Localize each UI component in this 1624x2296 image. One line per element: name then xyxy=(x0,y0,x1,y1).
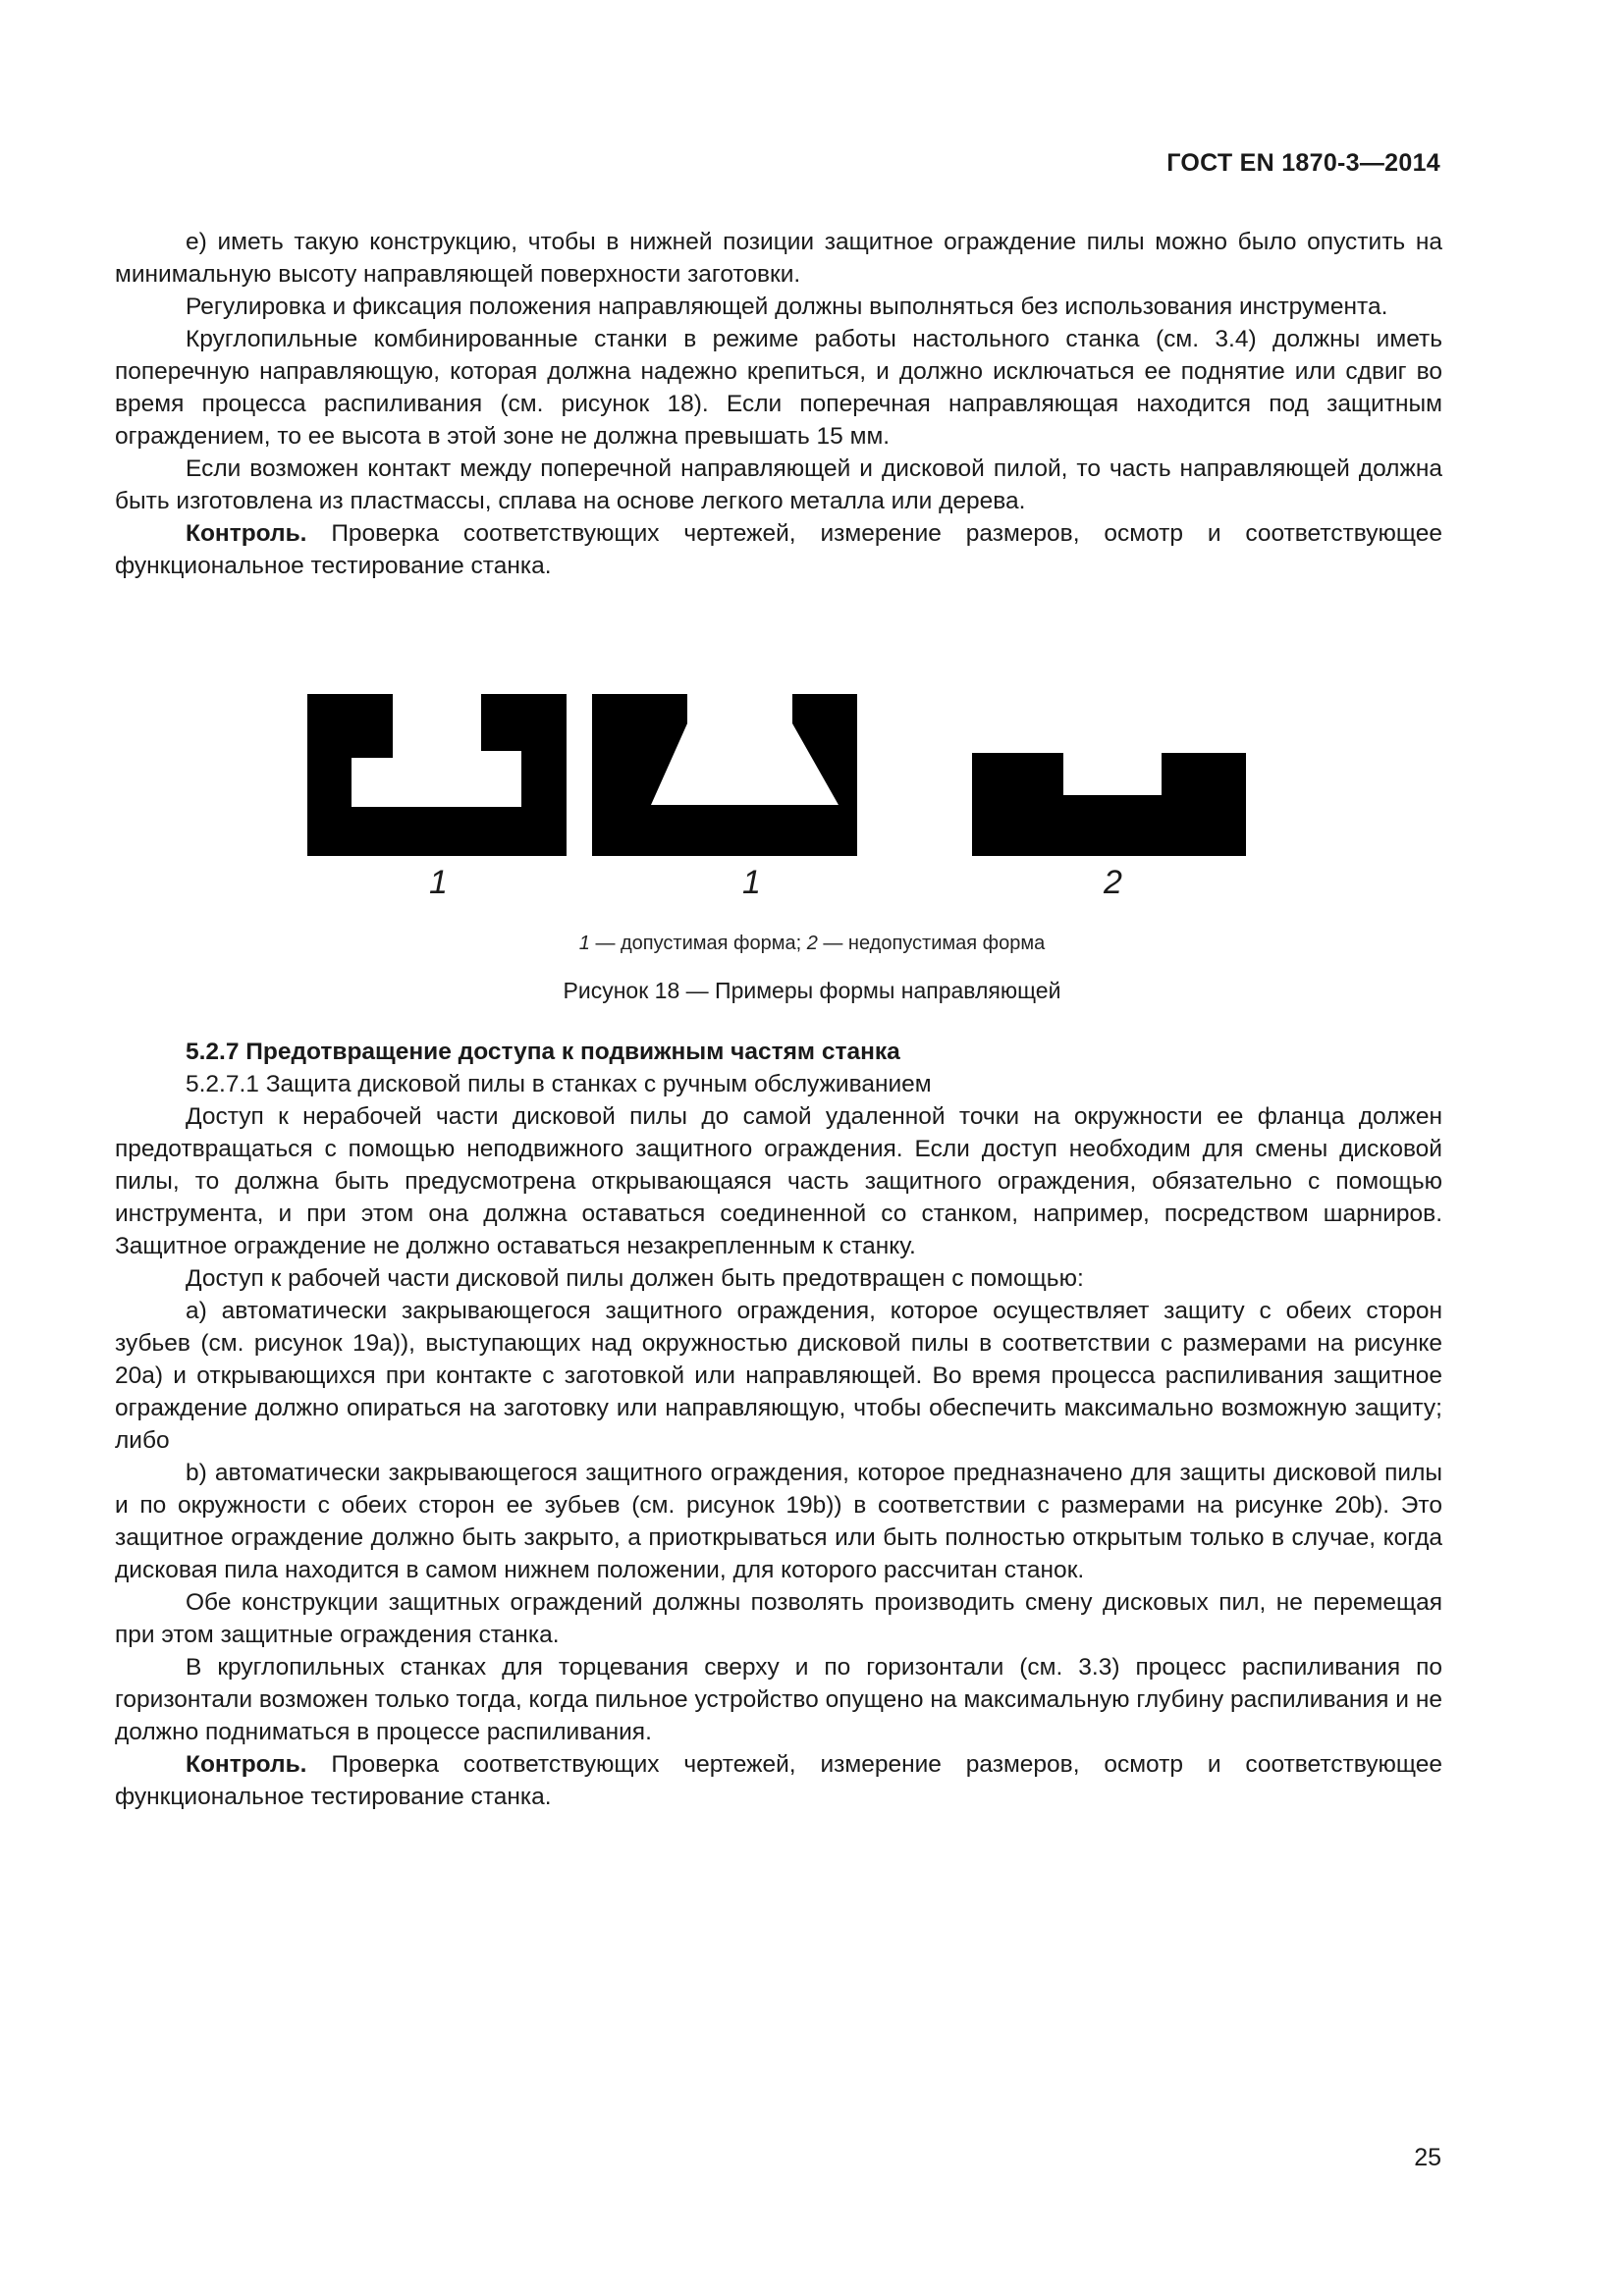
fence-shape-permissible-hook xyxy=(307,694,567,856)
legend-key-1: 1 xyxy=(578,933,590,954)
paragraph-item-b: b) автоматически закрывающегося защитного ограждения, которое предназначено для защиты дисковой пилы и по окружности с обеих сторон ее зубьев (см. рисунок 19b)) в соответствии с размерами на рисунке 20b). Это защитное ограждение должно быть закрыто, а приоткрываться или быть полностью открытым только в случае, когда дисковая пила находится в самом нижнем положении, для которого рассчитан станок. xyxy=(115,1460,1442,1583)
section-subheading: 5.2.7.1 Защита дисковой пилы в станках с ручным обслуживанием xyxy=(186,1071,932,1097)
fence-shapes-drawing xyxy=(0,687,1624,942)
control-text: Проверка соответствующих чертежей, измерение размеров, осмотр и соответствующее функциональное тестирование станка. xyxy=(115,520,1442,579)
paragraph-nonworking-part: Доступ к нерабочей части дисковой пилы до самой удаленной точки на окружности ее фланца должен предотвращаться с помощью неподвижного защитного ограждения. Если доступ необходим для смены дисковой пилы, то должна быть предусмотрена открывающаяся часть защитного ограждения, обязательно с помощью инструмента, и при этом она должна оставаться соединенной со станком, например, посредством шарниров. Защитное ограждение не должно оставаться незакрепленным к станку. xyxy=(115,1103,1442,1259)
legend-desc-1: — допустимая форма; xyxy=(589,933,807,954)
figure-legend xyxy=(0,933,1624,955)
control-label: Контроль. xyxy=(186,520,307,547)
figure-caption: Рисунок 18 — Примеры формы направляющей xyxy=(563,978,1061,1003)
figure-18 xyxy=(0,687,1624,1021)
page-number: 25 xyxy=(1414,2144,1441,2171)
standard-code-header: ГОСТ EN 1870-3—2014 xyxy=(1166,149,1440,177)
paragraph-fence-material: Если возможен контакт между поперечной направляющей и дисковой пилой, то часть направляющей должна быть изготовлена из пластмассы, сплава на основе легкого металла или дерева. xyxy=(115,455,1442,514)
paragraph-item-a: а) автоматически закрывающегося защитного ограждения, которое осуществляет защиту с обеих сторон зубьев (см. рисунок 19а)), выступающих над окружностью дисковой пилы в соответствии с размерами на рисунке 20а) и открывающихся при контакте с заготовкой или направляющей. Во время процесса распиливания защитное ограждение должно опираться на заготовку или направляющую, чтобы обеспечить максимально возможную защиту; либо xyxy=(115,1298,1442,1454)
paragraph-adjustment: Регулировка и фиксация положения направляющей должны выполняться без использования инструмента. xyxy=(186,294,1388,320)
paragraph-crosscut-fence: Круглопильные комбинированные станки в режиме работы настольного станка (см. 3.4) должны иметь поперечную направляющую, которая должна надежно крепиться, и должно исключаться ее поднятие или сдвиг во время процесса распиливания (см. рисунок 18). Если поперечная направляющая находится под защитным ограждением, то ее высота в этой зоне не должна превышать 15 мм. xyxy=(115,326,1442,450)
shape-label-1b: 1 xyxy=(742,864,761,901)
legend-key-2: 2 xyxy=(806,933,818,954)
fence-shape-impermissible xyxy=(972,753,1246,856)
paragraph-both-designs: Обе конструкции защитных ограждений должны позволять производить смену дисковых пил, не перемещая при этом защитные ограждения станка. xyxy=(115,1589,1442,1648)
section-5-2-7-block xyxy=(115,1036,1442,1813)
control-paragraph xyxy=(115,517,1442,582)
intro-text-block xyxy=(115,226,1442,582)
shape-label-2: 2 xyxy=(1104,864,1122,901)
paragraph-item-e: е) иметь такую конструкцию, чтобы в нижней позиции защитное ограждение пилы можно было опустить на минимальную высоту направляющей поверхности заготовки. xyxy=(115,229,1442,288)
legend-desc-2: — недопустимая форма xyxy=(817,933,1046,954)
section-heading: 5.2.7 Предотвращение доступа к подвижным частям станка xyxy=(186,1039,900,1065)
control-label-2: Контроль. xyxy=(186,1751,307,1778)
fence-shape-permissible-dovetail xyxy=(592,694,857,856)
control-paragraph-2 xyxy=(115,1748,1442,1813)
paragraph-working-part: Доступ к рабочей части дисковой пилы должен быть предотвращен с помощью: xyxy=(186,1265,1084,1292)
paragraph-crosscut-saws: В круглопильных станках для торцевания сверху и по горизонтали (см. 3.3) процесс распиливания по горизонтали возможен только тогда, когда пильное устройство опущено на максимальную глубину распиливания и не должно подниматься в процессе распиливания. xyxy=(115,1654,1442,1745)
shape-label-1a: 1 xyxy=(429,864,448,901)
control-text-2: Проверка соответствующих чертежей, измерение размеров, осмотр и соответствующее функциональное тестирование станка. xyxy=(115,1751,1442,1810)
